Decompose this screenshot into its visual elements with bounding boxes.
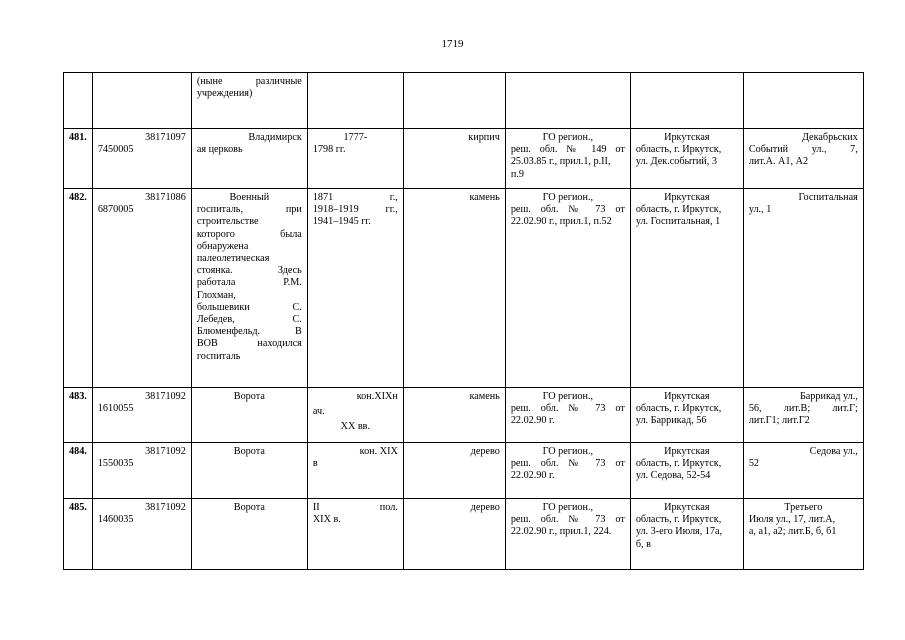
cell-material: дерево [403,443,505,499]
cell-location [630,73,743,129]
table-row [64,388,864,443]
cell-material: дерево [403,499,505,570]
cell-address: Декабрьских Событий ул., 7, лит.А. А1, А2 [743,129,863,189]
cell-name: Ворота [191,499,307,570]
cell-code: 38171092 1460035 [92,499,191,570]
cell-num: 484. [64,443,93,499]
cell-address: Баррикад ул., 56, лит.В; лит.Г; лит.Г1; лит.Г2 [743,388,863,443]
cell-address: Госпитальная ул., 1 [743,189,863,388]
cell-location: Иркутская область, г. Иркутск, ул. Седова, 52-54 [630,443,743,499]
cell-name: Военный госпиталь, при строительстве которого была обнаружена палеолетическая стоянка. Здесь работала Р.М. Глохман, большевики С. Лебедев, С. Блюменфельд. В ВОВ находился госпиталь [191,189,307,388]
cell-name: Ворота [191,388,307,443]
cell-document: ГО регион., реш. обл. № 73 от 22.02.90 г. [505,388,630,443]
heritage-registry-table [63,72,864,570]
cell-document: ГО регион., реш. обл. № 73 от 22.02.90 г., прил.1, п.52 [505,189,630,388]
cell-document: ГО регион., реш. обл. № 73 от 22.02.90 г., прил.1, 224. [505,499,630,570]
cell-address: Седова ул., 52 [743,443,863,499]
cell-num: 485. [64,499,93,570]
cell-location: Иркутская область, г. Иркутск, ул. 3-его Июля, 17а, б, в [630,499,743,570]
cell-material: камень [403,388,505,443]
cell-date: кон. XIX в [307,443,403,499]
cell-date: кон.XIXн ач. XX вв. [307,388,403,443]
cell-code: 38171086 6870005 [92,189,191,388]
cell-date: 1871 г., 1918–1919 гг., 1941–1945 гг. [307,189,403,388]
table-row-continuation [64,73,864,129]
cell-code: 38171092 1610055 [92,388,191,443]
table-row [64,189,864,388]
cell-address [743,73,863,129]
cell-document: ГО регион., реш. обл. № 73 от 22.02.90 г. [505,443,630,499]
cell-code [92,73,191,129]
cell-date [307,73,403,129]
page-number: 1719 [441,38,464,50]
cell-name: Ворота [191,443,307,499]
table-row [64,443,864,499]
cell-code: 38171097 7450005 [92,129,191,189]
table-row [64,499,864,570]
cell-location: Иркутская область, г. Иркутск, ул. Дек.событий, 3 [630,129,743,189]
cell-material [403,73,505,129]
cell-location: Иркутская область, г. Иркутск, ул. Баррикад, 56 [630,388,743,443]
cell-code: 38171092 1550035 [92,443,191,499]
cell-num [64,73,93,129]
cell-location: Иркутская область, г. Иркутск, ул. Госпитальная, 1 [630,189,743,388]
cell-name: (ныне различные учреждения) [191,73,307,129]
cell-material: камень [403,189,505,388]
cell-name: Владимирск ая церковь [191,129,307,189]
cell-num: 481. [64,129,93,189]
cell-num: 483. [64,388,93,443]
cell-date: 1777- 1798 гг. [307,129,403,189]
cell-date: II пол. XIX в. [307,499,403,570]
table-row [64,129,864,189]
cell-document [505,73,630,129]
cell-num: 482. [64,189,93,388]
cell-document: ГО регион., реш. обл. № 149 от 25.03.85 г., прил.1, р.II, п.9 [505,129,630,189]
cell-material: кирпич [403,129,505,189]
cell-address: Третьего Июля ул., 17, лит.А, а, а1, а2; лит.Б, б, б1 [743,499,863,570]
